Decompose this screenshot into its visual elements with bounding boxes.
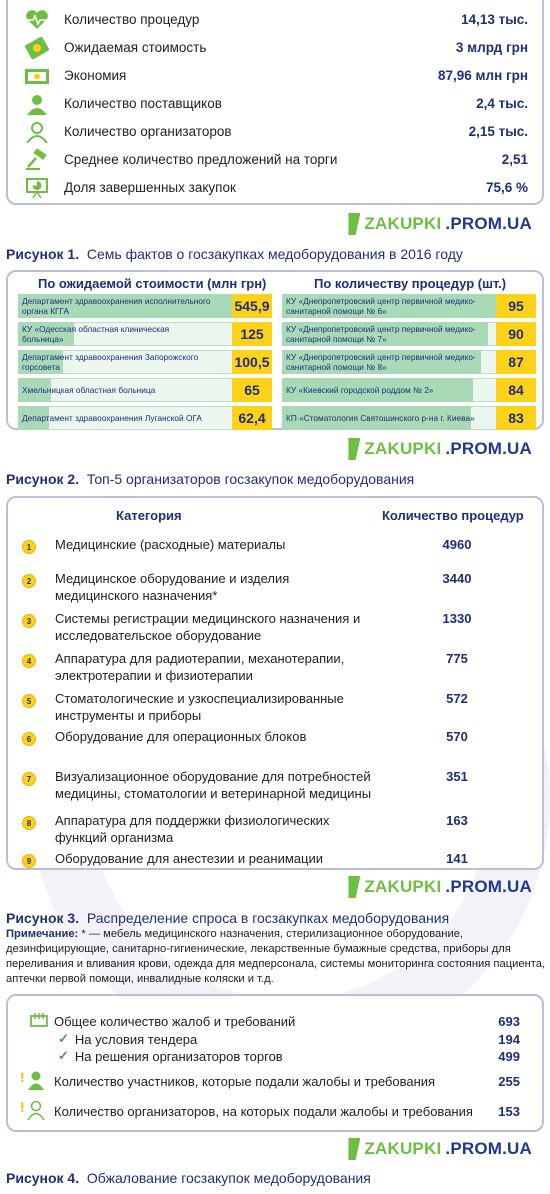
complaints-total-label: Общее количество жалоб и требований xyxy=(54,1013,296,1029)
complaints-organizers-value: 153 xyxy=(498,1103,520,1119)
organizer-bar-row xyxy=(18,378,272,402)
fact-label: Количество процедур xyxy=(64,12,200,27)
organizer-bar-row xyxy=(18,406,272,430)
logo-text-right: .PROM.UA xyxy=(445,1139,532,1158)
fact-row-cost xyxy=(24,34,528,61)
fact-row-procedures xyxy=(24,6,528,33)
logo-text-left: ZAKUPKI xyxy=(364,214,442,233)
logo-text-right: .PROM.UA xyxy=(445,439,532,458)
logo xyxy=(348,438,532,460)
organizer-name: Департамент здравоохранения исполнительного органа КГГА xyxy=(22,296,211,316)
organizer-value: 65 xyxy=(232,378,272,402)
organizer-bar-row xyxy=(18,322,272,346)
organizer-name: Департамент здравоохранения Запорожского горсовета xyxy=(22,352,199,372)
svg-text:!: ! xyxy=(20,1099,25,1115)
logo-mark xyxy=(348,876,360,898)
logo-mark xyxy=(348,438,360,460)
row-number-badge: 4 xyxy=(22,654,36,668)
complaints-panel xyxy=(6,994,544,1132)
organizer-bar-row xyxy=(18,294,272,318)
row-number-badge: 5 xyxy=(22,694,36,708)
organizer-name: КУ «Днепропетровский центр первичной медико-санитарной помощи № 6» xyxy=(286,296,476,316)
complaints-total-row xyxy=(30,1012,520,1030)
organizer-value: 100,5 xyxy=(232,350,272,374)
category-row xyxy=(22,728,528,762)
figure-number: Рисунок 1. xyxy=(6,246,80,262)
figure-title: Топ-5 организаторов госзакупок медоборудования xyxy=(86,471,415,487)
figure-title: Семь фактов о госзакупках медоборудования в 2016 году xyxy=(86,246,463,262)
complaints-tender-label: На условия тендера xyxy=(74,1031,198,1047)
category-row xyxy=(22,690,528,724)
logo xyxy=(348,1138,532,1160)
category-row xyxy=(22,812,528,846)
logo-text-right: .PROM.UA xyxy=(445,214,532,233)
top5-panel xyxy=(6,270,544,430)
fact-row-offers xyxy=(24,146,528,173)
complaints-participants-label: Количество участников, которые подали жалобы и требования xyxy=(54,1073,436,1089)
fact-label: Ожидаемая стоимость xyxy=(64,40,207,55)
logo xyxy=(348,213,532,235)
organizer-value: 87 xyxy=(496,350,536,374)
organizer-name: КУ «Киевский городской роддом № 2» xyxy=(286,385,434,395)
complaints-participants-value: 255 xyxy=(498,1073,520,1089)
logo-text-left: ZAKUPKI xyxy=(364,439,442,458)
row-number-badge: 7 xyxy=(22,772,36,786)
fact-value: 2,51 xyxy=(501,152,528,167)
fact-row-completed xyxy=(24,174,528,201)
category-label: Оборудование для анестезии и реанимации xyxy=(55,851,323,866)
organizer-name: Хмельницкая областная больница xyxy=(22,385,156,395)
category-count: 141 xyxy=(446,851,468,866)
category-label: Стоматологические и узкоспециализированные инструменты и приборы xyxy=(55,691,344,723)
row-number-badge: 9 xyxy=(22,854,36,868)
fact-value: 2,15 тыс. xyxy=(468,124,528,139)
presentation-icon xyxy=(24,177,50,199)
figure-4-caption xyxy=(6,1170,371,1186)
category-row xyxy=(22,768,528,802)
fact-value: 3 млрд грн xyxy=(455,40,528,55)
complaints-organizers-row xyxy=(20,1099,520,1120)
organizer-bar-row xyxy=(282,294,536,318)
row-number-badge: 2 xyxy=(22,574,36,588)
organizer-bar-row xyxy=(282,350,536,374)
category-column-header: Категория xyxy=(116,508,182,523)
category-row xyxy=(22,536,528,570)
organizer-name: КУ «Днепропетровский центр первичной медико-санитарной помощи № 8» xyxy=(286,352,476,372)
complaints-decisions-row xyxy=(58,1047,520,1065)
fact-row-savings xyxy=(24,62,528,89)
category-label: Аппаратура для поддержки физиологических функций организма xyxy=(55,813,330,845)
fact-row-suppliers xyxy=(24,90,528,117)
check-icon: ✓ xyxy=(58,1048,69,1063)
organizer-bar-row xyxy=(18,350,272,374)
organizer-name: Департамент здравоохранения Луганской ОГА xyxy=(22,413,202,423)
organizer-value: 84 xyxy=(496,378,536,402)
organizer-value: 90 xyxy=(496,322,536,346)
organizer-value: 62,4 xyxy=(232,406,272,430)
logo-text-left: ZAKUPKI xyxy=(364,1139,442,1158)
organizer-value: 545,9 xyxy=(232,294,272,318)
organizer-bar-row xyxy=(282,406,536,430)
category-count: 163 xyxy=(446,813,468,828)
logo-mark xyxy=(348,213,360,235)
footnote-label: Примечание: xyxy=(6,928,79,940)
fact-label: Количество поставщиков xyxy=(64,96,222,111)
category-count: 775 xyxy=(446,651,468,666)
complaint-box-icon xyxy=(30,1013,48,1030)
money-bill-icon xyxy=(24,37,50,59)
row-number-badge: 6 xyxy=(22,732,36,746)
fact-label: Количество организаторов xyxy=(64,124,232,139)
category-row xyxy=(22,610,528,644)
fact-value: 14,13 тыс. xyxy=(461,12,528,27)
complaints-organizers-label: Количество организаторов, на которых подали жалобы и требования xyxy=(54,1103,473,1119)
figure-title: Обжалование госзакупок медоборудования xyxy=(86,1170,371,1186)
row-number-badge: 8 xyxy=(22,816,36,830)
category-count: 1330 xyxy=(442,611,472,626)
category-row xyxy=(22,650,528,684)
organizer-value: 95 xyxy=(496,294,536,318)
footnote xyxy=(6,927,546,987)
figure-number: Рисунок 3. xyxy=(6,910,80,926)
category-row xyxy=(22,570,528,604)
demand-panel xyxy=(6,496,544,870)
fact-label: Доля завершенных закупок xyxy=(64,180,236,195)
category-label: Системы регистрации медицинского назначения и исследовательское оборудование xyxy=(55,611,361,643)
fact-row-organizers xyxy=(24,118,528,145)
figure-1-caption xyxy=(6,246,463,262)
logo xyxy=(348,876,532,898)
figure-3-caption xyxy=(6,910,449,926)
complaints-tender-row xyxy=(58,1030,520,1048)
complaints-tender-value: 194 xyxy=(498,1031,520,1047)
category-label: Медицинское оборудование и изделия медицинского назначения* xyxy=(55,571,290,603)
count-column-header: Количество процедур xyxy=(382,508,524,523)
organizer-bar-row xyxy=(282,322,536,346)
supplier-person-icon xyxy=(24,93,50,115)
row-number-badge: 3 xyxy=(22,614,36,628)
category-label: Медицинские (расходные) материалы xyxy=(55,537,286,552)
right-column-header: По количеству процедур (шт.) xyxy=(314,276,507,291)
organizer-name: КП «Стоматология Святошинского р-на г. Киева» xyxy=(286,413,475,423)
complaints-participants-row xyxy=(20,1069,520,1090)
logo-text-right: .PROM.UA xyxy=(445,877,532,896)
figure-2-caption xyxy=(6,471,414,487)
logo-text-left: ZAKUPKI xyxy=(364,877,442,896)
complaints-decisions-value: 499 xyxy=(498,1048,520,1064)
heartbeat-icon xyxy=(24,9,50,31)
organizer-value: 125 xyxy=(232,322,272,346)
category-count: 3440 xyxy=(442,571,472,586)
figure-number: Рисунок 2. xyxy=(6,471,80,487)
category-count: 572 xyxy=(446,691,468,706)
category-label: Аппаратура для радиотерапии, механотерапии, электротерапии и физиотерапии xyxy=(55,651,345,683)
fact-label: Экономия xyxy=(64,68,127,83)
svg-text:!: ! xyxy=(20,1069,25,1085)
category-label: Оборудование для операционных блоков xyxy=(55,729,307,744)
category-label: Визуализационное оборудование для потребностей медицины, стоматологии и ветеринарной медицины xyxy=(55,769,372,801)
category-count: 351 xyxy=(446,769,468,784)
logo-mark xyxy=(348,1138,360,1160)
organizer-bar-row xyxy=(282,378,536,402)
fact-value: 2,4 тыс. xyxy=(476,96,528,111)
fact-label: Среднее количество предложений на торги xyxy=(64,152,338,167)
complaints-decisions-label: На решения организаторов торгов xyxy=(74,1048,283,1064)
organizer-name: КУ «Одесская областная клиническая больница» xyxy=(22,324,170,344)
organizers-alert-icon xyxy=(20,1100,46,1123)
footnote-text: * — мебель медицинского назначения, стерилизационное оборудование, дезинфицирующие, санитарно-гигиенические, лекарственные бумажные средства, приборы для переливания и вливания крови, одежда для медперсонала, системы мониторинга состояния пациента, аптечки первой помощи, инвалидные коляски и т.д. xyxy=(6,928,546,985)
organizer-name: КУ «Днепропетровский центр первичной медико-санитарной помощи № 7» xyxy=(286,324,476,344)
figure-title: Распределение спроса в госзакупках медоборудования xyxy=(86,910,450,926)
gavel-icon xyxy=(24,149,50,171)
organizer-value: 83 xyxy=(496,406,536,430)
figure-number: Рисунок 4. xyxy=(6,1170,80,1186)
organizer-person-icon xyxy=(24,121,50,143)
category-count: 570 xyxy=(446,729,468,744)
complaints-total-value: 693 xyxy=(498,1013,520,1029)
fact-value: 87,96 млн грн xyxy=(437,68,528,83)
check-icon: ✓ xyxy=(58,1031,69,1046)
fact-value: 75,6 % xyxy=(485,180,528,195)
row-number-badge: 1 xyxy=(22,540,36,554)
money-stack-icon xyxy=(24,65,50,87)
facts-panel xyxy=(6,0,544,205)
participants-alert-icon xyxy=(20,1070,46,1093)
left-column-header: По ожидаемой стоимости (млн грн) xyxy=(38,276,267,291)
category-count: 4960 xyxy=(442,537,472,552)
